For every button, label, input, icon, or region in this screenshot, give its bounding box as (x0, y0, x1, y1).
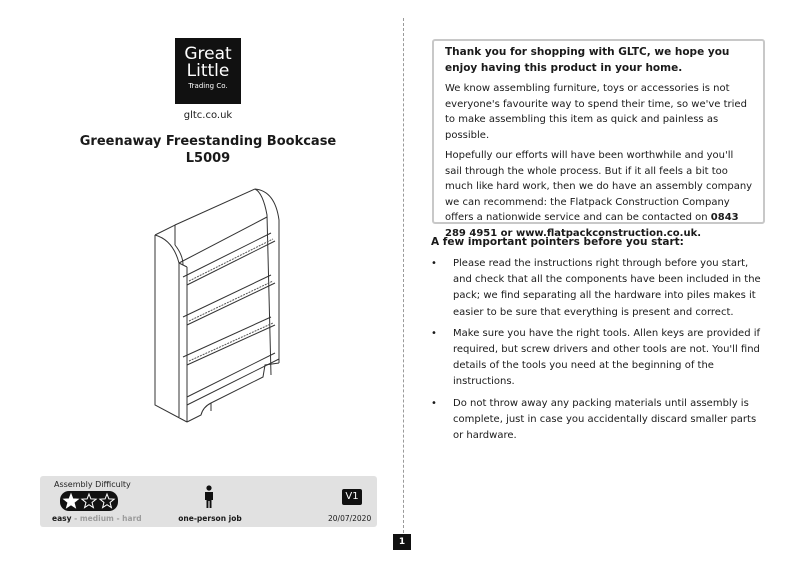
list-item (431, 396, 766, 445)
bullet-mark: • (431, 397, 437, 409)
logo-line-3: Trading Co. (188, 82, 228, 90)
product-name: Greenaway Freestanding Bookcase (79, 134, 337, 149)
pointer-text: Make sure you have the right tools. Allen keys are provided if required, but screw drivers and other tools are not. You'll find details of the tools you need at the beginning of the instructions. (453, 327, 761, 388)
website-link[interactable]: gltc.co.uk (183, 110, 233, 121)
product-title (70, 133, 346, 167)
logo-line-2: Little (186, 61, 230, 81)
pointer-text: Do not throw away any packing materials until assembly is complete, just in case you accidentally discard smaller parts or hardware. (453, 397, 757, 442)
scale-easy: easy (52, 514, 72, 523)
bullet-mark: • (431, 327, 437, 339)
difficulty-label: Assembly Difficulty (54, 480, 131, 489)
intro-paragraph-2 (445, 148, 753, 241)
one-person-label: one-person job (178, 514, 242, 523)
version-badge: V1 (342, 489, 362, 505)
info-footer (40, 476, 377, 527)
intro-paragraph-2-text: Hopefully our efforts will have been worthwhile and you'll sail through the whole process. But if it all feels a bit too much like hard work, then we do have an assembly company we can recommend: the Flatpack Construction Company offers a nationwide service and can be contacted on (445, 150, 753, 223)
list-item (431, 326, 766, 391)
intro-paragraph-1: We know assembling furniture, toys or accessories is not everyone's favourite way to spend their time, so we've tried to make assembling this item as quick and painless as possible. (445, 83, 747, 141)
difficulty-scale (52, 514, 142, 523)
pointers-list (431, 256, 766, 449)
person-icon (203, 485, 215, 509)
scale-medium-hard: - medium - hard (71, 514, 142, 523)
page-number: 1 (393, 534, 411, 550)
pointer-text: Please read the instructions right through before you start, and check that all the components have been included in the pack; we find separating all the hardware into piles makes it easier to be sure that everything is present and correct. (453, 258, 761, 318)
pointers-heading: A few important pointers before you start: (431, 236, 684, 248)
product-code: L5009 (185, 151, 231, 166)
bookcase-illustration (145, 185, 285, 425)
page-divider (403, 18, 404, 538)
issue-date: 20/07/2020 (328, 514, 372, 523)
logo-line-1: Great (184, 44, 232, 64)
contact-details: 0843 289 4951 or www.flatpackconstruction.co.uk. (445, 212, 739, 239)
intro-box (432, 39, 765, 239)
brand-logo (175, 38, 241, 104)
list-item (431, 256, 766, 321)
bullet-mark: • (431, 258, 437, 269)
difficulty-stars (60, 491, 118, 511)
intro-heading: Thank you for shopping with GLTC, we hope you enjoy having this product in your home. (445, 46, 730, 74)
